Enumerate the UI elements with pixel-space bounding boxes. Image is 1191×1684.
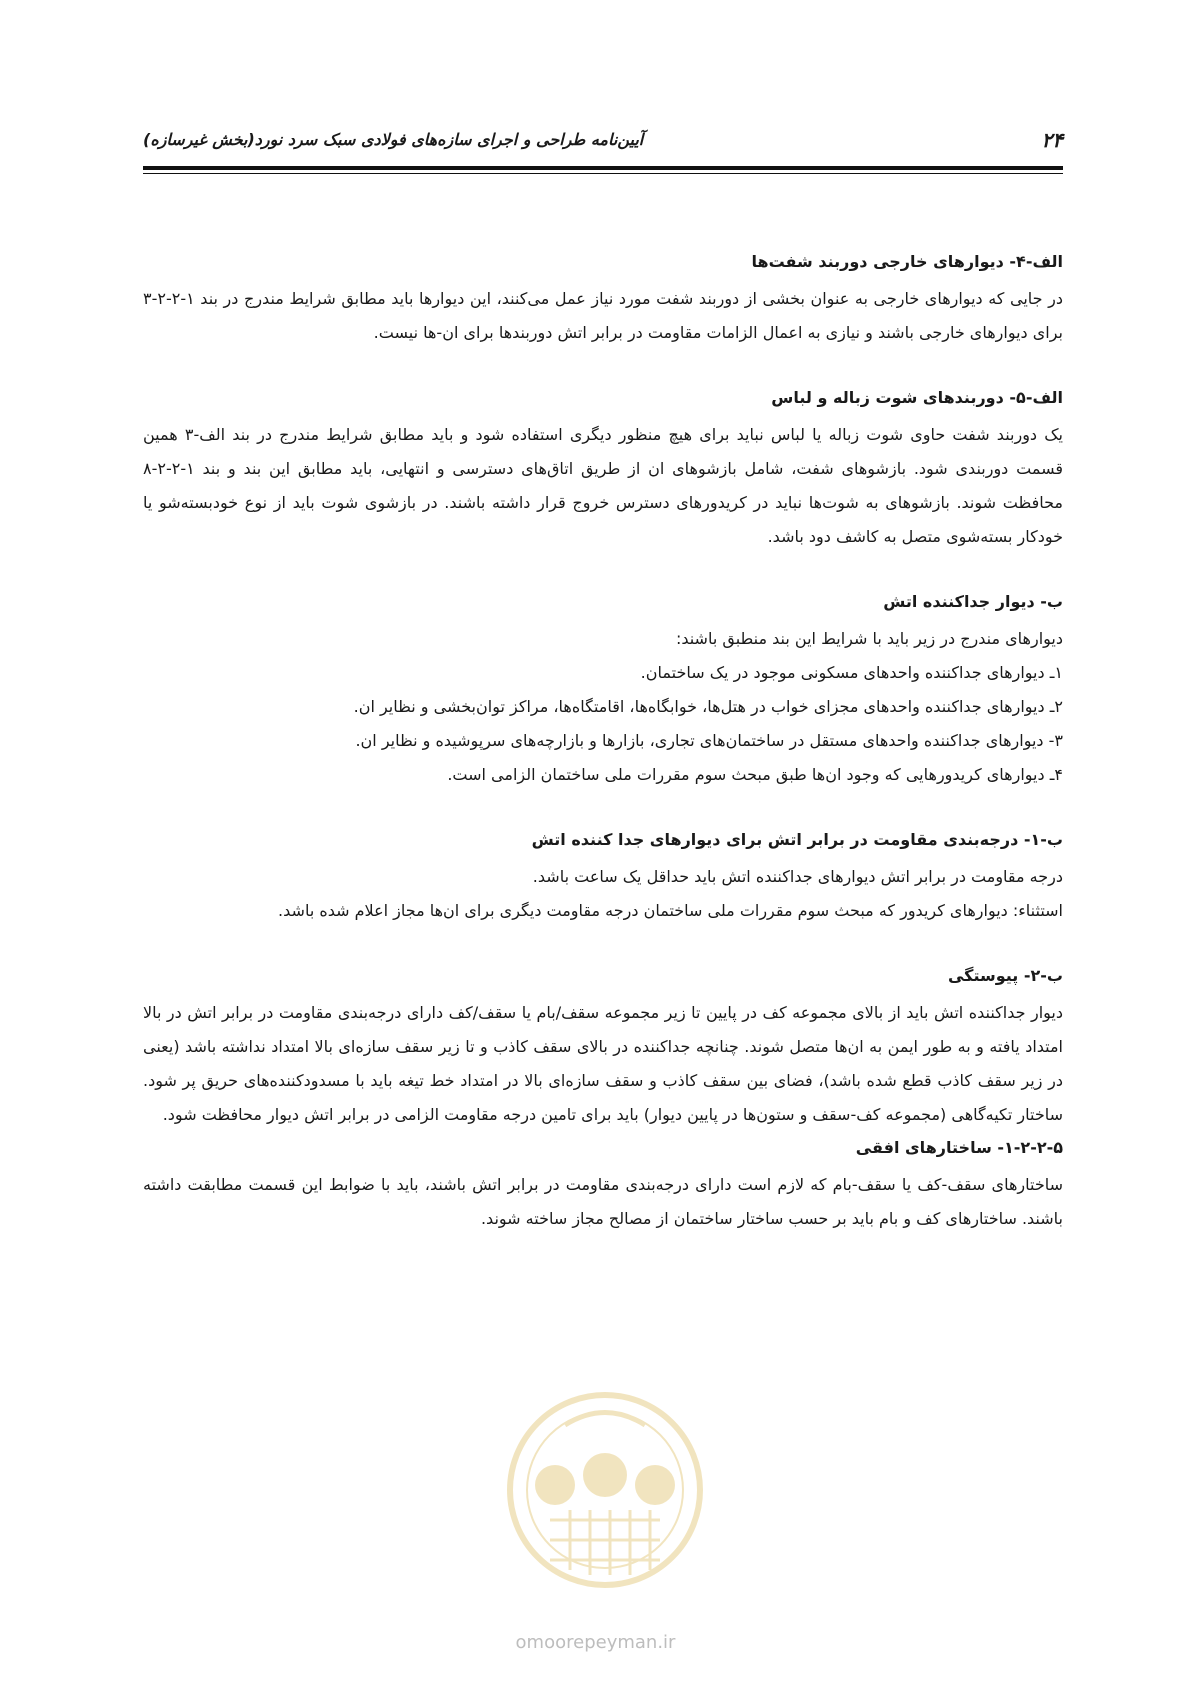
page-number: ۲۴ (1041, 128, 1063, 152)
section-exterior-shaft-walls (143, 248, 1063, 350)
list-item: ۴ـ دیوارهای کریدورهایی که وجود ان‌ها طبق مبحث سوم مقررات ملی ساختمان الزامی است. (447, 765, 1063, 784)
gear-icon (535, 1453, 675, 1505)
body-content (143, 248, 1063, 1236)
requirements-list (143, 656, 1063, 792)
list-item: ۱ـ دیوارهای جداکننده واحدهای مسکونی موجود در یک ساختمان. (640, 663, 1063, 682)
section-heading: ب-۱- درجه‌بندی مقاومت در برابر اتش برای دیوارهای جدا کننده اتش (531, 830, 1063, 849)
paragraph: دیوار جداکننده اتش باید از بالای مجموعه کف در پایین تا زیر مجموعه سقف/بام یا سقف/کف دارای درجه‌بندی مقاومت در برابر اتش در بالا امتداد یافته و به طور ایمن به ان‌ها متصل شوند. چنانچه جداکننده در بالای سقف کاذب و تا زیر سقف سازه‌ای بالا امتداد نداشته باشد (یعنی در زیر سقف کاذب قطع شده باشد)، فضای بین سقف کاذب و سقف سازه‌ای بالا در امتداد خط تیغه باید با مسدودکننده‌های حریق پر شود. ساختار تکیه‌گاهی (مجموعه کف-سقف و ستون‌ها در پایین دیوار) باید برای تامین درجه مقاومت الزامی در برابر اتش دیوار محافظت شود. (143, 1003, 1063, 1124)
running-header (143, 128, 1063, 168)
section-continuity (143, 962, 1063, 1236)
section-fire-rating (143, 826, 1063, 928)
paragraph: در جایی که دیوارهای خارجی به عنوان بخشی از دوربند شفت مورد نیاز عمل می‌کنند، این دیوارها باید مطابق شرایط مندرج در بند ۱-۲-۲-۳ برای دیوارهای خارجی باشند و نیازی به اعمال الزامات مقاومت در برابر اتش دوربندها برای ان-ها نیست. (143, 289, 1063, 342)
section-heading: ب- دیوار جداکننده اتش (883, 592, 1063, 611)
paragraph: درجه مقاومت در برابر اتش دیوارهای جداکننده اتش باید حداقل یک ساعت باشد. (532, 867, 1063, 886)
paragraph: یک دوربند شفت حاوی شوت زباله یا لباس نباید برای هیچ منظور دیگری استفاده شود و باید مطابق شرایط مندرج در بند الف-۳ همین قسمت دوربندی شود. بازشوهای شفت، شامل بازشوهای ان از طریق اتاق‌های دسترسی و انتهایی، باید مطابق این بند و بند ۱-۲-۲-۸ محافظت شوند. بازشوهای به شوت‌ها نباید در کریدورهای دسترس خروج قرار داشته باشند. در بازشوی شوت باید از نوع خودبسته‌شو یا خودکار بسته‌شوی متصل به کاشف دود باشد. (143, 425, 1064, 546)
paragraph: ساختارهای سقف-کف یا سقف-بام که لازم است دارای درجه‌بندی مقاومت در برابر اتش باشند، باید با ضوابط این قسمت مطابقت داشته باشند. ساختارهای کف و بام باید بر حسب ساختار ساختمان از مصالح مجاز ساخته شوند. (143, 1175, 1063, 1228)
section-heading: الف-۴- دیوارهای خارجی دوربند شفت‌ها (751, 252, 1063, 271)
header-rule-thick (143, 166, 1063, 170)
section-heading: ب-۲- پیوستگی (947, 966, 1063, 985)
paragraph: دیوارهای مندرج در زیر باید با شرایط این بند منطبق باشند: (675, 629, 1063, 648)
paragraph: استثناء: دیوارهای کریدور که مبحث سوم مقررات ملی ساختمان درجه مقاومت دیگری برای ان‌ها مجاز اعلام شده باشد. (278, 901, 1063, 920)
watermark-site: omoorepeyman.ir (515, 1632, 676, 1653)
list-item: ۲ـ دیوارهای جداکننده واحدهای مجزای خواب در هتل‌ها، خوابگاه‌ها، اقامتگاه‌ها، مراکز توان‌بخشی و نظایر ان. (353, 697, 1063, 716)
watermark-seal (470, 1380, 740, 1600)
section-chute-enclosures (143, 384, 1063, 554)
section-heading: الف-۵- دوربندهای شوت زباله و لباس (771, 388, 1063, 407)
list-item: ۳- دیوارهای جداکننده واحدهای مستقل در ساختمان‌های تجاری، بازارها و بازارچه‌های سرپوشیده و نظایر ان. (355, 731, 1063, 750)
section-fire-partition (143, 588, 1063, 792)
seal-arc (565, 1413, 645, 1426)
section-heading: ۱-۲-۲-۵- ساختارهای افقی (855, 1138, 1063, 1157)
running-title: آیین‌نامه طراحی و اجرای سازه‌های فولادی سبک سرد نورد(بخش غیرسازه) (143, 130, 644, 149)
grid-icon (550, 1510, 660, 1575)
header-rule-thin (143, 173, 1063, 174)
